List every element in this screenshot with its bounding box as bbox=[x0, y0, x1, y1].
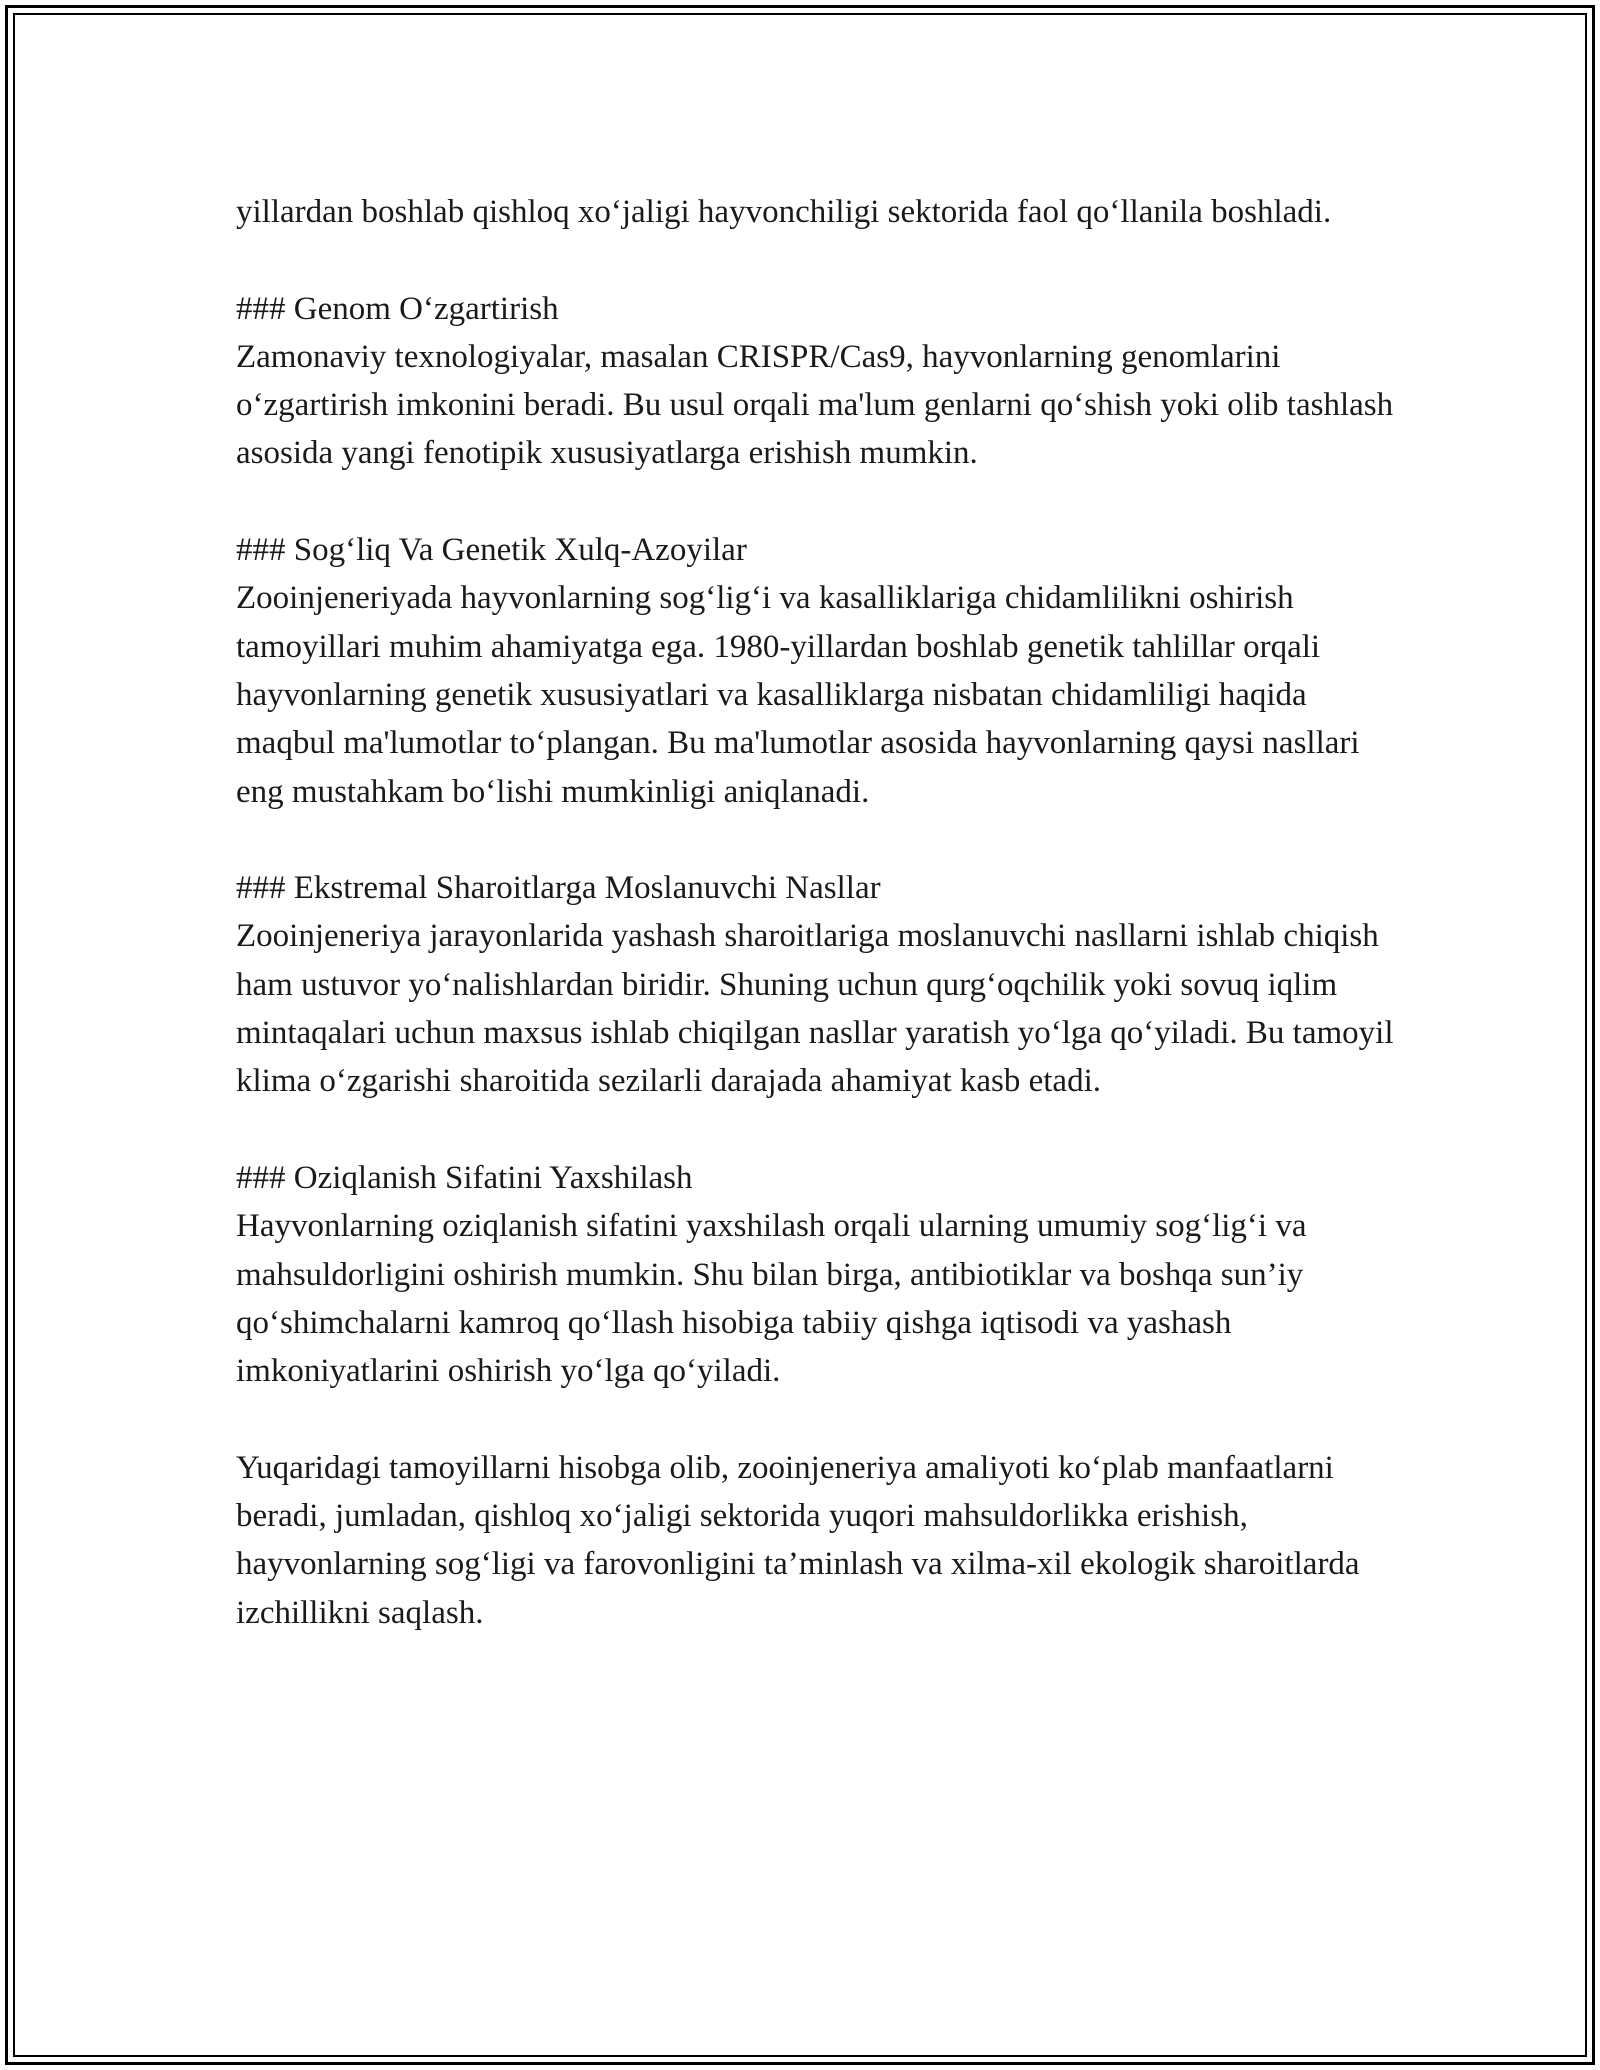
section-nutrition bbox=[236, 1154, 1406, 1395]
section-text: Hayvonlarning oziqlanish sifatini yaxshilash orqali ularning umumiy sog‘lig‘i va mahsuldorligini oshirish mumkin. Shu bilan birga, antibiotiklar va boshqa sun’iy qo‘shimchalarni kamroq qo‘llash hisobiga tabiiy qishga iqtisodi va yashash imkoniyatlarini oshirish yo‘lga qo‘yiladi. bbox=[236, 1208, 1307, 1390]
section-health-genetics bbox=[236, 526, 1406, 816]
section-text: Zooinjeneriya jarayonlarida yashash sharoitlariga moslanuvchi nasllarni ishlab chiqish ham ustuvor yo‘nalishlardan biridir. Shuning uchun qurg‘oqchilik yoki sovuq iqlim mintaqalari uchun maxsus ishlab chiqilgan nasllar yaratish yo‘lga qo‘yiladi. Bu tamoyil klima o‘zgarishi sharoitida sezilarli darajada ahamiyat kasb etadi. bbox=[236, 918, 1394, 1100]
section-genome-editing bbox=[236, 285, 1406, 478]
section-heading: ### Sog‘liq Va Genetik Xulq-Azoyilar bbox=[236, 532, 747, 569]
section-text: Zooinjeneriyada hayvonlarning sog‘lig‘i va kasalliklariga chidamlilikni oshirish tamoyillari muhim ahamiyatga ega. 1980-yillardan boshlab genetik tahlillar orqali hayvonlarning genetik xususiyatlari va kasalliklarga nisbatan chidamliligi haqida maqbul ma'lumotlar to‘plangan. Bu ma'lumotlar asosida hayvonlarning qaysi nasllari eng mustahkam bo‘lishi mumkinligi aniqlanadi. bbox=[236, 580, 1360, 810]
section-text: Zamonaviy texnologiyalar, masalan CRISPR/Cas9, hayvonlarning genomlarini o‘zgartirish imkonini beradi. Bu usul orqali ma'lum genlarni qo‘shish yoki olib tashlash asosida yangi fenotipik xususiyatlarga erishish mumkin. bbox=[236, 338, 1394, 472]
section-extreme-conditions bbox=[236, 864, 1406, 1105]
conclusion-paragraph: Yuqaridagi tamoyillarni hisobga olib, zooinjeneriya amaliyoti ko‘plab manfaatlarni beradi, jumladan, qishloq xo‘jaligi sektorida yuqori mahsuldorlikka erishish, hayvonlarning sog‘ligi va farovonligini ta’minlash va xilma-xil ekologik sharoitlarda izchillikni saqlash. bbox=[236, 1449, 1360, 1631]
section-heading: ### Oziqlanish Sifatini Yaxshilash bbox=[236, 1159, 693, 1196]
section-heading: ### Genom O‘zgartirish bbox=[236, 290, 559, 327]
document-body bbox=[236, 188, 1406, 1637]
intro-paragraph: yillardan boshlab qishloq xo‘jaligi hayvonchiligi sektorida faol qo‘llanila boshladi. bbox=[236, 194, 1332, 230]
section-heading: ### Ekstremal Sharoitlarga Moslanuvchi Nasllar bbox=[236, 870, 881, 907]
